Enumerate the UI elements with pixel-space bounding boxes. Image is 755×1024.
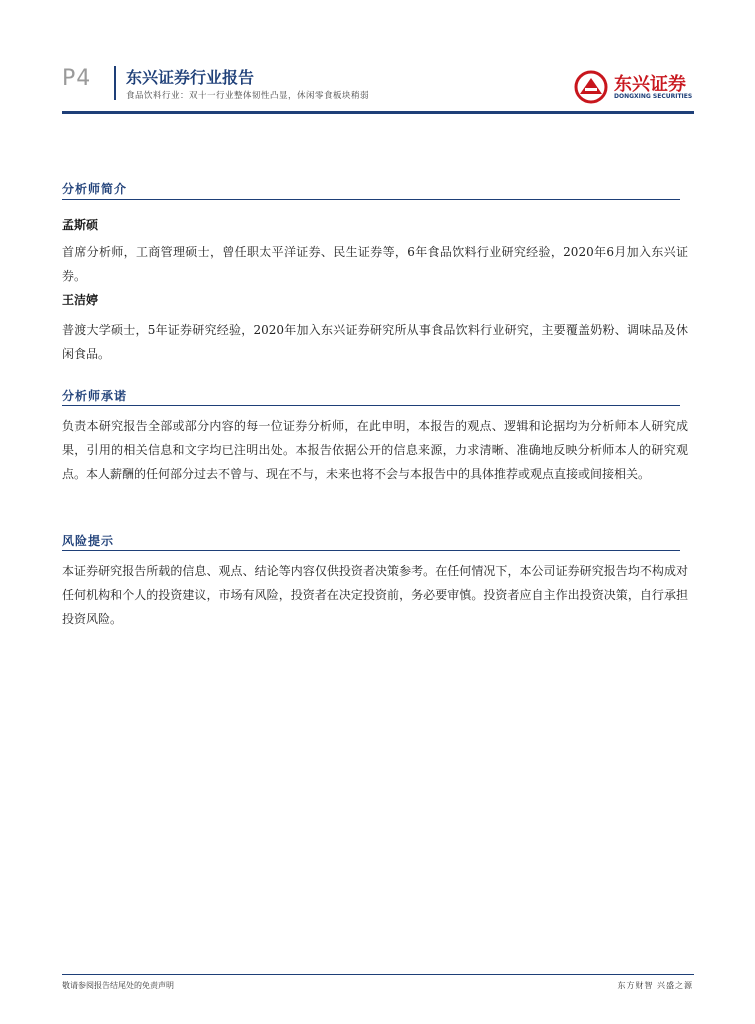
section-rule [62,405,680,406]
footer-slogan: 东方财智 兴盛之源 [617,981,693,990]
analyst-bio: 首席分析师，工商管理硕士，曾任职太平洋证券、民生证券等，6年食品饮料行业研究经验，2020年6月加入东兴证券。 [62,245,688,283]
logo-subtext: DONGXING SECURITIES [614,93,693,100]
section-rule [62,199,680,200]
section-rule [62,550,680,551]
risk-text: 本证券研究报告所载的信息、观点、结论等内容仅供投资者决策参考。在任何情况下，本公司证券研究报告均不构成对任何机构和个人的投资建议，市场有风险，投资者在决定投资前，务必要审慎。投资者应自主作出投资决策，自行承担投资风险。 [62,564,688,626]
header-divider [114,66,116,100]
section-title-analyst-intro: 分析师简介 [62,182,128,196]
section-title-commitment: 分析师承诺 [62,389,128,403]
page-number: P4 [62,66,92,91]
analyst-bio: 普渡大学硕士，5年证券研究经验，2020年加入东兴证券研究所从事食品饮料行业研究，主要覆盖奶粉、调味品及休闲食品。 [62,323,688,361]
header-rule [62,111,694,114]
logo-text: 东兴证券 [614,74,686,95]
analyst-name: 孟斯硕 [62,218,99,232]
commitment-text: 负责本研究报告全部或部分内容的每一位证券分析师，在此申明，本报告的观点、逻辑和论据均为分析师本人研究成果，引用的相关信息和文字均已注明出处。本报告依据公开的信息来源，力求清晰、准确地反映分析师本人的研究观点。本人薪酬的任何部分过去不曾与、现在不与，未来也将不会与本报告中的具体推荐或观点直接或间接相关。 [62,419,688,481]
page-header [62,64,694,112]
analyst-name: 王洁婷 [62,293,99,307]
section-title-risk: 风险提示 [62,534,115,548]
logo-emblem-icon [574,70,608,104]
footer-rule [62,974,694,975]
report-subtitle: 食品饮料行业：双十一行业整体韧性凸显，休闲零食板块稍弱 [126,91,370,101]
footer-disclaimer: 敬请参阅报告结尾处的免责声明 [62,981,174,990]
company-logo [574,70,694,104]
report-title: 东兴证券行业报告 [126,68,255,87]
